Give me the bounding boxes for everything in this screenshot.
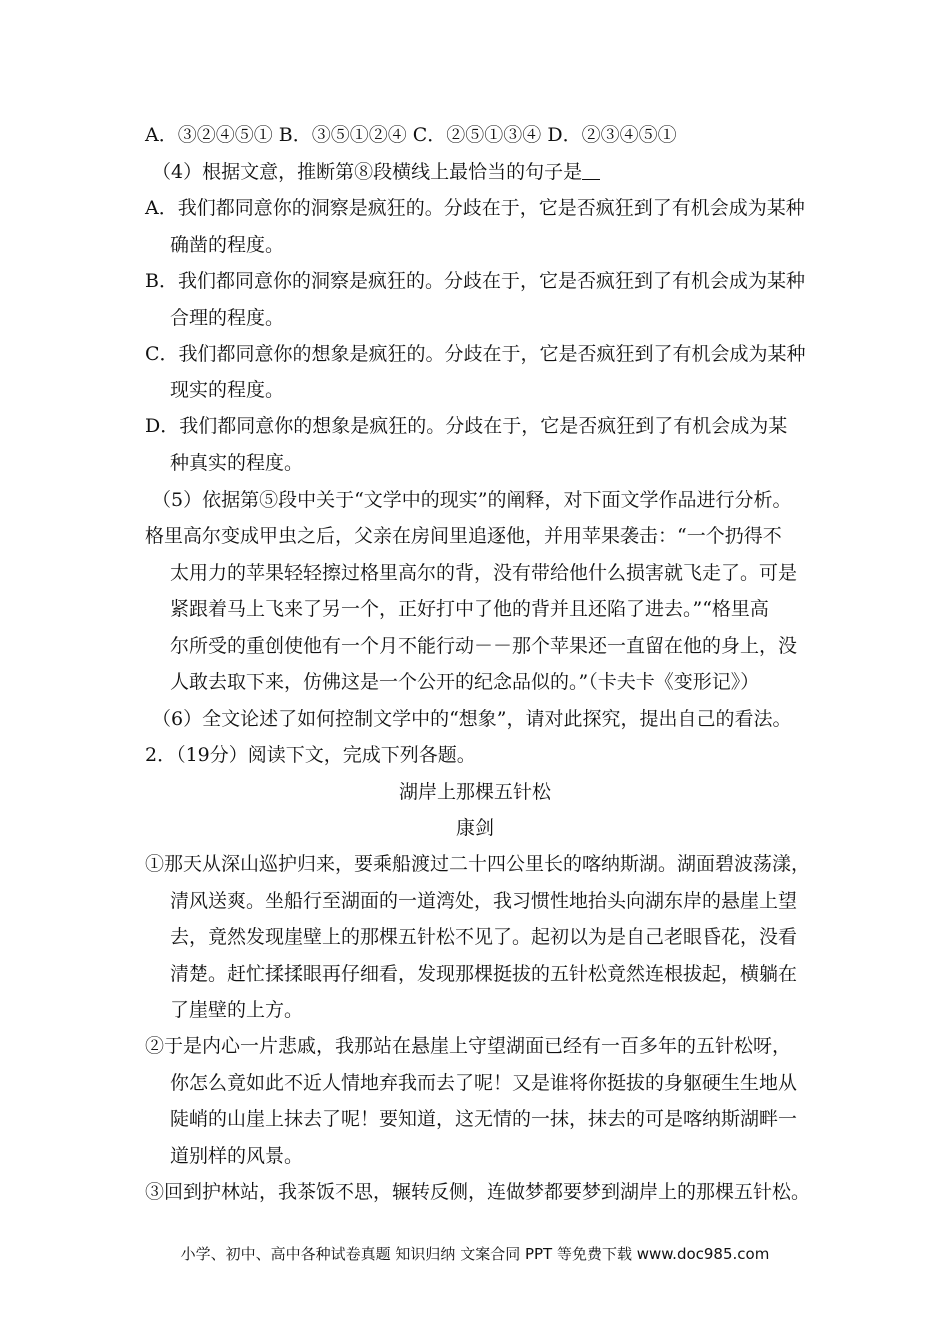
q4-stem-text: （4）根据文意，推断第⑧段横线上最恰当的句子是 (152, 161, 583, 183)
q5-passage-line: 格里高尔变成甲虫之后，父亲在房间里追逐他，并用苹果袭击：“一个扔得不 (145, 525, 782, 547)
q4-option-a-line1: A．我们都同意你的洞察是疯狂的。分歧在于，它是否疯狂到了有机会成为某种 (145, 197, 805, 219)
q3-options: A．③②④⑤① B．③⑤①②④ C．②⑤①③④ D．②③④⑤① (145, 124, 677, 146)
page-footer: 小学、初中、高中各种试卷真题 知识归纳 文案合同 PPT 等免费下载 www.doc985.com (180, 1245, 770, 1263)
q4-option-b-line1: B．我们都同意你的洞察是疯狂的。分歧在于，它是否疯狂到了有机会成为某种 (145, 270, 805, 292)
q2-intro: 2．（19分）阅读下文，完成下列各题。 (145, 744, 476, 766)
paragraph-1-line: ①那天从深山巡护归来，要乘船渡过二十四公里长的喀纳斯湖。湖面碧波荡漾， (145, 853, 811, 875)
paragraph-1-line: 清楚。赶忙揉揉眼再仔细看，发现那棵挺拔的五针松竟然连根拔起，横躺在 (170, 963, 798, 985)
paragraph-1-line: 清风送爽。坐船行至湖面的一道湾处，我习惯性地抬头向湖东岸的悬崖上望 (170, 890, 798, 912)
q4-option-b-line2: 合理的程度。 (170, 307, 285, 329)
paragraph-2-line: 你怎么竟如此不近人情地弃我而去了呢！又是谁将你挺拔的身躯硬生生地从 (170, 1072, 798, 1094)
article-author: 康剑 (455, 817, 494, 839)
q5-passage-line: 人敢去取下来，仿佛这是一个公开的纪念品似的。”（卡夫卡《变形记》） (170, 671, 760, 693)
article-title: 湖岸上那棵五针松 (398, 781, 551, 803)
q5-passage-line: 太用力的苹果轻轻擦过格里高尔的背，没有带给他什么损害就飞走了。可是 (170, 562, 798, 584)
paragraph-3-line: ③回到护林站，我茶饭不思，辗转反侧，连做梦都要梦到湖岸上的那棵五针松。 (145, 1181, 811, 1203)
paragraph-2-line: 陡峭的山崖上抹去了呢！要知道，这无情的一抹，抹去的可是喀纳斯湖畔一 (170, 1108, 798, 1130)
q5-passage-line: 尔所受的重创使他有一个月不能行动－－那个苹果还一直留在他的身上，没 (170, 635, 798, 657)
q5-passage-line: 紧跟着马上飞来了另一个，正好打中了他的背并且还陷了进去。”“格里高 (170, 598, 769, 620)
q4-option-a-line2: 确凿的程度。 (170, 234, 285, 256)
q4-option-d-line2: 种真实的程度。 (170, 452, 304, 474)
paragraph-1-line: 了崖壁的上方。 (170, 999, 304, 1021)
paragraph-1-line: 去，竟然发现崖壁上的那棵五针松不见了。起初以为是自己老眼昏花，没看 (170, 926, 798, 948)
answer-blank (582, 161, 600, 180)
paragraph-2-line: ②于是内心一片悲戚，我那站在悬崖上守望湖面已经有一百多年的五针松呀， (145, 1035, 792, 1057)
q4-stem (152, 159, 600, 185)
q4-option-d-line1: D．我们都同意你的想象是疯狂的。分歧在于，它是否疯狂到了有机会成为某 (145, 415, 788, 437)
q5-stem: （5）依据第⑤段中关于“文学中的现实”的阐释，对下面文学作品进行分析。 (152, 489, 792, 511)
q6-stem: （6）全文论述了如何控制文学中的“想象”，请对此探究，提出自己的看法。 (152, 708, 792, 730)
paragraph-2-line: 道别样的风景。 (170, 1145, 304, 1167)
q4-option-c-line1: C．我们都同意你的想象是疯狂的。分歧在于，它是否疯狂到了有机会成为某种 (145, 343, 806, 365)
q4-option-c-line2: 现实的程度。 (170, 379, 285, 401)
